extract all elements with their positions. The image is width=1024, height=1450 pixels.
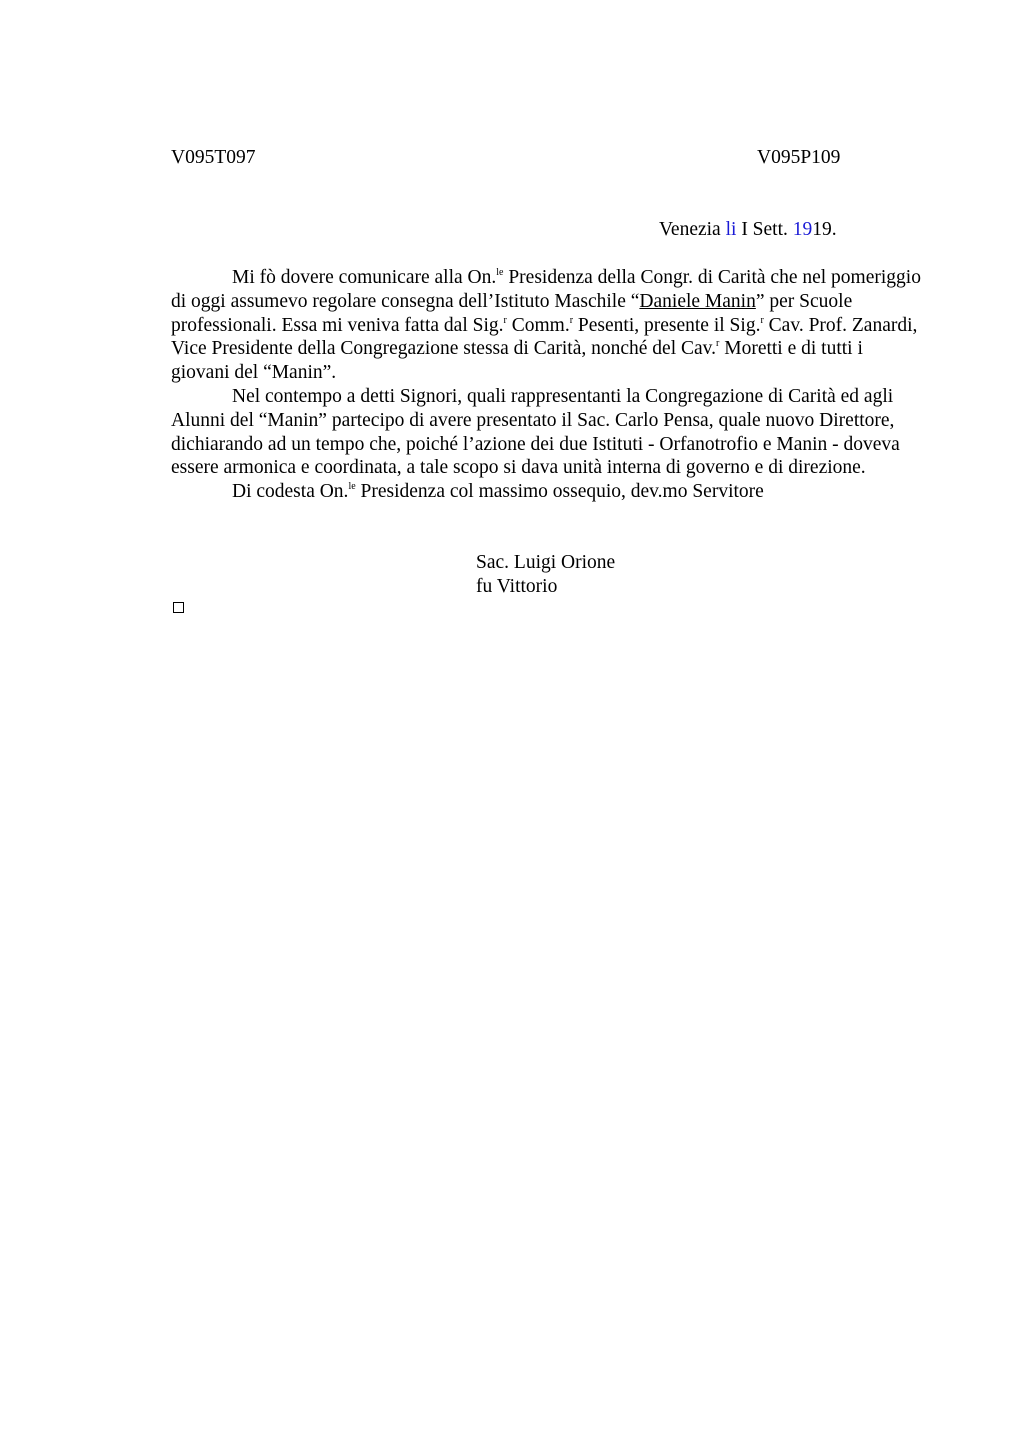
p1-text-5: Pesenti, presente il Sig. — [573, 314, 761, 336]
p1-sup-4: r — [760, 314, 764, 326]
dateline-city: Venezia — [659, 219, 721, 240]
dateline — [659, 218, 837, 242]
p1-sup-2: r — [503, 314, 507, 326]
p1-text-4: Comm. — [506, 314, 570, 336]
p3-sup-1: le — [348, 481, 356, 493]
p1-text-7: Moretti e di tutti i giovani del “Manin”. — [171, 338, 863, 384]
p1-text-2: Presidenza della Congr. di Carità che nel pomeriggio di oggi assumevo regolare consegna dell’Istituto Maschile “ — [171, 267, 921, 312]
paragraph-1 — [171, 266, 923, 385]
dateline-year-part2: 19. — [812, 219, 837, 240]
empty-box-icon — [173, 602, 184, 613]
signature-block — [476, 551, 615, 599]
signature-father: fu Vittorio — [476, 576, 558, 597]
paragraph-3 — [171, 480, 923, 504]
dateline-year-part1: 19 — [792, 219, 813, 240]
p1-text-3: ” per Scuole professionali. Essa mi veniva fatta dal Sig. — [171, 290, 853, 336]
p1-sup-5: r — [716, 338, 720, 350]
document-code-right: V095P109 — [757, 147, 841, 168]
p1-sup-3: r — [569, 314, 574, 326]
dateline-day-month: I Sett. — [741, 219, 788, 240]
signature-name: Sac. Luigi Orione — [476, 552, 616, 573]
p3-text-2: Presidenza col massimo ossequio, dev.mo Servitore — [355, 481, 764, 503]
institute-name: Daniele Manin — [639, 290, 756, 312]
p1-text-1: Mi fò dovere comunicare alla On. — [232, 267, 497, 288]
paragraph-2: Nel contempo a detti Signori, quali rappresentanti la Congregazione di Carità ed agli Alunni del “Manin” partecipo di avere presentato il Sac. Carlo Pensa, quale nuovo Direttore, dichiarando ad un tempo che, poiché l’azione dei due Istituti - Orfanotrofio e Manin - doveva essere armonica e coordinata, a tale scopo si dava unità interna di governo e di direzione. — [171, 385, 900, 479]
p1-text-6: Cav. Prof. Zanardi, Vice Presidente della Congregazione stessa di Carità, nonché del Cav. — [171, 314, 918, 360]
p1-sup-1: le — [496, 267, 504, 278]
document-code-left: V095T097 — [171, 147, 256, 168]
p3-text-1: Di codesta On. — [232, 481, 349, 503]
dateline-li: li — [725, 219, 737, 240]
letter-body — [171, 266, 923, 504]
